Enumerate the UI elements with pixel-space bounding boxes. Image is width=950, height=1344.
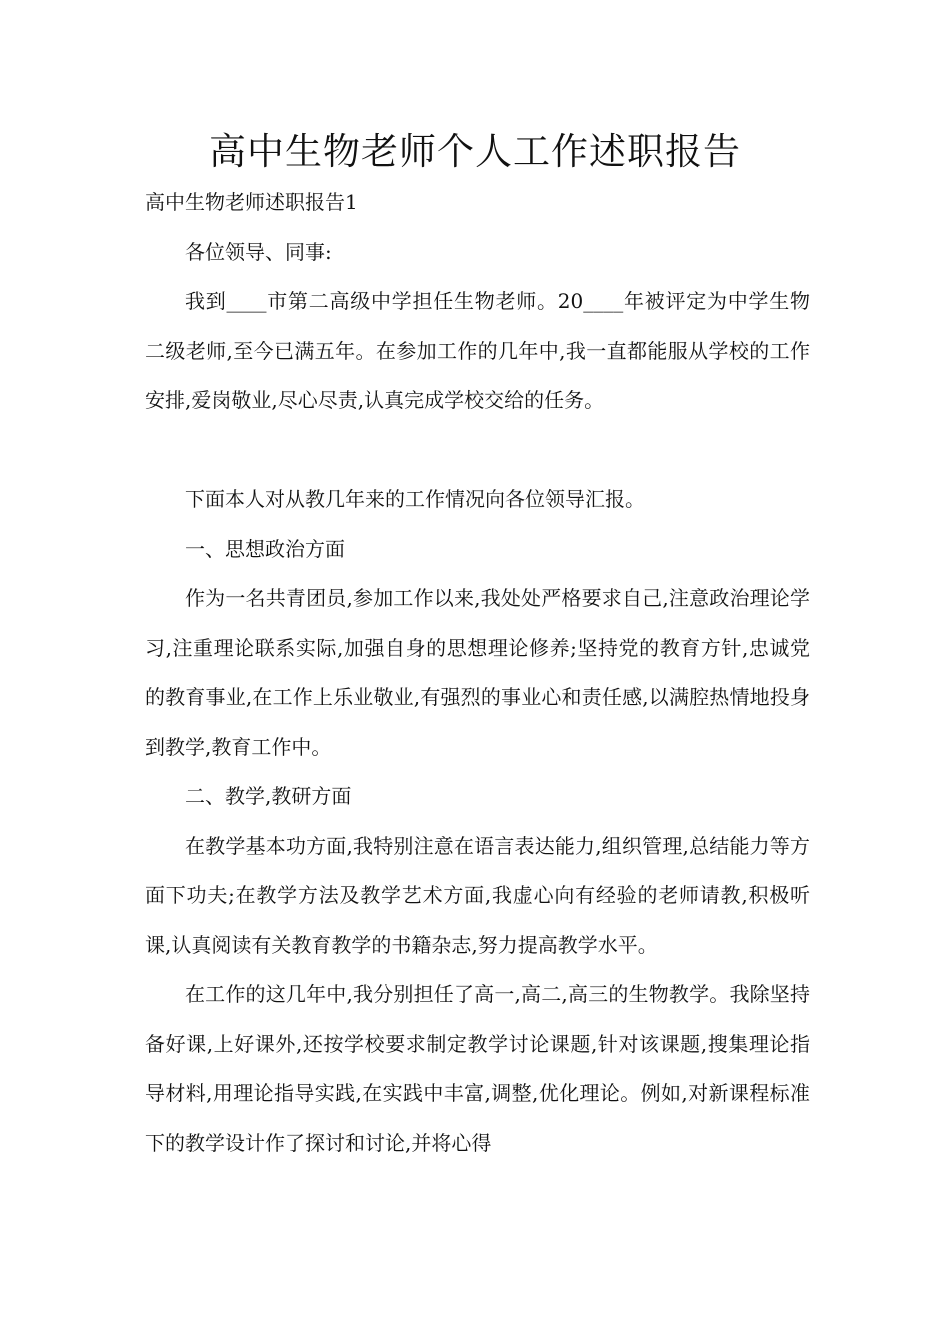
paragraph-political: 作为一名共青团员,参加工作以来,我处处严格要求自己,注意政治理论学习,注重理论联系实际,加强自身的思想理论修养;坚持党的教育方针,忠诚党的教育事业,在工作上乐业敬业,有强烈的事业心和责任感,以满腔热情地投身到教学,教育工作中。 (145, 586, 810, 759)
section-heading-political: 一、思想政治方面 (185, 536, 345, 561)
section-heading-teaching: 二、教学,教研方面 (185, 784, 352, 808)
paragraph-intro: 我到____市第二高级中学担任生物老师。20____年被评定为中学生物二级老师,至今已满五年。在参加工作的几年中,我一直都能服从学校的工作安排,爱岗敬业,尽心尽责,认真完成学校交给的任务。 (145, 289, 810, 412)
greeting: 各位领导、同事: (185, 239, 332, 264)
paragraph-teaching-work: 在工作的这几年中,我分别担任了高一,高二,高三的生物教学。我除坚持备好课,上好课外,还按学校要求制定教学讨论课题,针对该课题,搜集理论指导材料,用理论指导实践,在实践中丰富,调整,优化理论。例如,对新课程标准下的教学设计作了探讨和讨论,并将心得 (145, 982, 810, 1155)
blank-line (145, 426, 810, 476)
paragraph-teaching-skills: 在教学基本功方面,我特别注意在语言表达能力,组织管理,总结能力等方面下功夫;在教学方法及教学艺术方面,我虚心向有经验的老师请教,积极听课,认真阅读有关教育教学的书籍杂志,努力提高教学水平。 (145, 833, 810, 957)
report-subtitle: 高中生物老师述职报告1 (145, 190, 358, 214)
document-title: 高中生物老师个人工作述职报告 (209, 130, 741, 173)
document-body (145, 178, 810, 1168)
paragraph-report-lead: 下面本人对从教几年来的工作情况向各位领导汇报。 (185, 487, 645, 511)
